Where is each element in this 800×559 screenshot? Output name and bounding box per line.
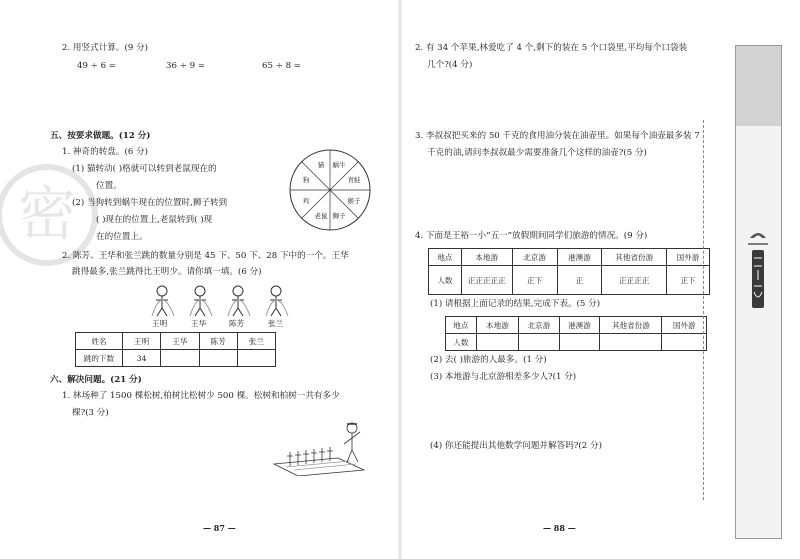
tally-cell: 正 [557, 266, 602, 295]
kid-name: 王华 [191, 319, 207, 328]
table-header: 国外游 [662, 317, 707, 334]
wheel-label: 鸡 [302, 197, 310, 205]
q3-oil-line: 3. 李叔叔把买来的 50 千克的食用油分装在油壶里。如果每个油壶最多装 7 [415, 131, 700, 141]
wheel-label: 狮子 [332, 212, 346, 220]
answer-cell[interactable] [600, 334, 662, 351]
wheel-label: 猫 [317, 161, 325, 169]
spinner-wheel [288, 148, 372, 232]
answer-cell[interactable] [199, 350, 237, 367]
table-header: 本地游 [476, 317, 519, 334]
page-number-left: — 87 — [203, 523, 236, 533]
answer-cell[interactable] [519, 334, 560, 351]
q3-oil-line: 千克的油,请问李叔叔最少需要准备几个这样的油壶?(5 分) [427, 148, 647, 158]
answer-table [445, 316, 707, 351]
wheel-label: 蜗牛 [332, 161, 346, 169]
q1-title: 1. 神奇的转盘。(6 分) [62, 147, 148, 157]
tally-table [428, 248, 710, 295]
sub-question-4: (4) 你还能提出其他数学问题并解答吗?(2 分) [430, 441, 602, 451]
q4-title: 4. 下面是王裕一小“五一”放假期间同学们旅游的情况。(9 分) [415, 231, 648, 241]
kid-figure [190, 286, 212, 316]
margin-band [736, 126, 781, 538]
tally-cell: 正下 [512, 266, 557, 295]
wheel-label: 老鼠 [314, 212, 328, 220]
table-cell: 人数 [446, 334, 477, 351]
q2-apples-line: 几个?(4 分) [427, 60, 473, 70]
table-header: 港澳游 [557, 249, 602, 266]
table-cell: 人数 [429, 266, 462, 295]
section-5-title: 五、按要求做题。(12 分) [50, 131, 151, 141]
tree-planting-illustration [268, 418, 378, 476]
q2-jump-line: 2. 陈芳、王华和张兰跳的数量分别是 45 下、50 下、28 下中的一个。王华 [62, 251, 349, 261]
answer-cell[interactable] [559, 334, 600, 351]
q2-calc-title: 2. 用竖式计算。(9 分) [62, 43, 148, 53]
table-header: 陈芳 [199, 333, 237, 350]
cut-line [703, 120, 704, 500]
jump-table [75, 332, 276, 367]
q1-line: 位置。 [96, 181, 122, 191]
q1-line: ( )现在的位置上,老鼠转到( )现 [96, 215, 213, 225]
table-header: 北京游 [512, 249, 557, 266]
wheel-label: 猴子 [347, 197, 361, 205]
q2-jump-line: 跳得最多,张兰跳得比王明少。请你填一填。(6 分) [72, 267, 262, 277]
kid-name: 陈芳 [229, 319, 245, 328]
wheel-label: 青蛙 [347, 176, 361, 184]
sub-question-3: (3) 本地游与北京游相差多少人?(1 分) [430, 372, 577, 382]
table-header: 王明 [123, 333, 161, 350]
brand-logo [744, 228, 772, 312]
answer-cell[interactable] [161, 350, 199, 367]
table-header: 本地游 [461, 249, 512, 266]
tally-cell: 正正正正正 [461, 266, 512, 295]
page-number-right: — 88 — [543, 523, 576, 533]
answer-cell[interactable] [662, 334, 707, 351]
table-cell: 跳的下数 [76, 350, 123, 367]
wheel-label: 狗 [302, 176, 310, 184]
kid-figure [266, 286, 288, 316]
svg-text:密: 密 [17, 180, 77, 248]
table-cell: 34 [123, 350, 161, 367]
table-header: 王华 [161, 333, 199, 350]
q1-line: 在的位置上。 [96, 232, 148, 242]
q2-apples-line: 2. 有 34 个苹果,林爱吃了 4 个,剩下的装在 5 个口袋里,平均每个口袋装 [415, 43, 688, 53]
table-header: 张兰 [237, 333, 275, 350]
q6-1-line: 棵?(3 分) [72, 408, 109, 418]
sub-question-1: (1) 请根据上面记录的结果,完成下表。(5 分) [430, 299, 601, 309]
calc-item: 36 ÷ 9 = [166, 61, 205, 71]
calc-item: 49 ÷ 6 = [77, 61, 116, 71]
table-header: 港澳游 [559, 317, 600, 334]
tally-cell: 正下 [667, 266, 710, 295]
section-6-title: 六、解决问题。(21 分) [50, 375, 142, 385]
answer-cell[interactable] [237, 350, 275, 367]
tally-cell: 正正正正 [602, 266, 667, 295]
table-header: 地点 [429, 249, 462, 266]
q6-1-line: 1. 林场种了 1500 棵松树,柏树比松树少 500 棵。松树和柏树一共有多少 [62, 391, 340, 401]
q1-line: (1) 猫转动( )格就可以转到老鼠现在的 [72, 164, 217, 174]
page-fold [398, 0, 402, 559]
q1-line: (2) 当狗转到蜗牛现在的位置时,狮子转到 [72, 198, 228, 208]
table-header: 北京游 [519, 317, 560, 334]
answer-cell[interactable] [476, 334, 519, 351]
table-header: 国外游 [667, 249, 710, 266]
table-header: 姓名 [76, 333, 123, 350]
table-header: 其他省份游 [602, 249, 667, 266]
table-header: 地点 [446, 317, 477, 334]
kid-name: 王明 [152, 319, 168, 328]
table-header: 其他省份游 [600, 317, 662, 334]
kid-figure [228, 286, 250, 316]
kid-name: 张兰 [268, 319, 284, 328]
jumping-kids-illustration [148, 282, 298, 320]
sub-question-2: (2) 去( )旅游的人最多。(1 分) [430, 355, 547, 365]
kid-figure [152, 286, 174, 316]
margin-header-band [736, 46, 781, 126]
calc-item: 65 ÷ 8 = [262, 61, 301, 71]
